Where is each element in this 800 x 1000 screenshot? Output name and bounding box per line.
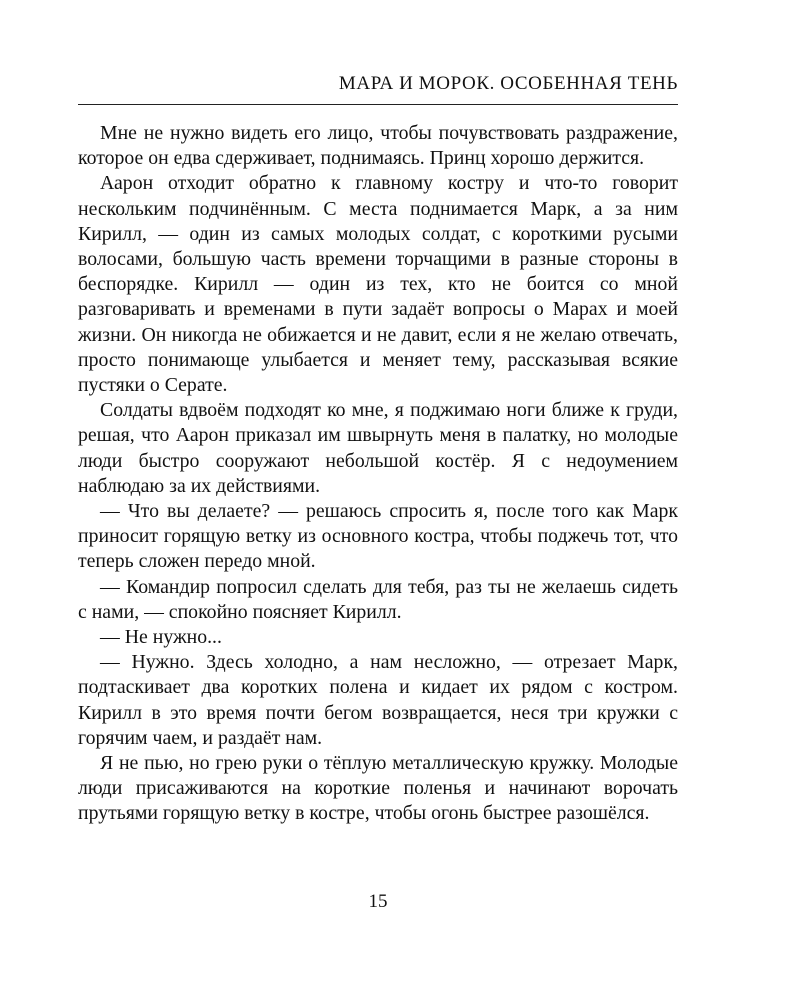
running-head: МАРА И МОРОК. ОСОБЕННАЯ ТЕНЬ bbox=[78, 68, 678, 105]
paragraph: Я не пью, но грею руки о тёплую металлическую кружку. Молодые люди присаживаются на короткие поленья и начинают ворочать прутьями горящую ветку в костре, чтобы огонь быстрее разошёлся. bbox=[78, 752, 678, 825]
paragraph: — Не нужно... bbox=[100, 626, 222, 649]
paragraph: Солдаты вдвоём подходят ко мне, я поджимаю ноги ближе к груди, решая, что Аарон приказал им швырнуть меня в палатку, но молодые люди быстро сооружают небольшой костёр. Я с недоумением наблюдаю за их действиями. bbox=[78, 399, 678, 497]
paragraph: — Командир попросил сделать для тебя, раз ты не желаешь сидеть с нами, — спокойно поясняет Кирилл. bbox=[78, 575, 678, 623]
paragraph: Мне не нужно видеть его лицо, чтобы почувствовать раздражение, которое он едва сдерживает, поднимаясь. Принц хорошо держится. bbox=[78, 122, 678, 170]
paragraph: — Что вы делаете? — решаюсь спросить я, после того как Марк приносит горящую ветку из основного костра, чтобы поджечь тот, что теперь сложен передо мной. bbox=[78, 500, 678, 573]
body-text bbox=[78, 121, 678, 827]
paragraph: Аарон отходит обратно к главному костру и что-то говорит нескольким подчинённым. С места поднимается Марк, а за ним Кирилл, — один из самых молодых солдат, с короткими русыми волосами, большую часть времени торчащими в разные стороны в беспорядке. Кирилл — один из тех, кто не боится со мной разговаривать и временами в пути задаёт вопросы о Марах и моей жизни. Он никогда не обижается и не давит, если я не желаю отвечать, просто понимающе улыбается и меняет тему, рассказывая всякие пустяки о Серате. bbox=[78, 172, 678, 397]
page-number: 15 bbox=[368, 891, 388, 912]
book-page bbox=[78, 68, 678, 968]
paragraph: — Нужно. Здесь холодно, а нам несложно, — отрезает Марк, подтаскивает два коротких полена и кидает их рядом с костром. Кирилл в это время почти бегом возвращается, неся три кружки с горячим чаем, и раздаёт нам. bbox=[78, 651, 678, 749]
